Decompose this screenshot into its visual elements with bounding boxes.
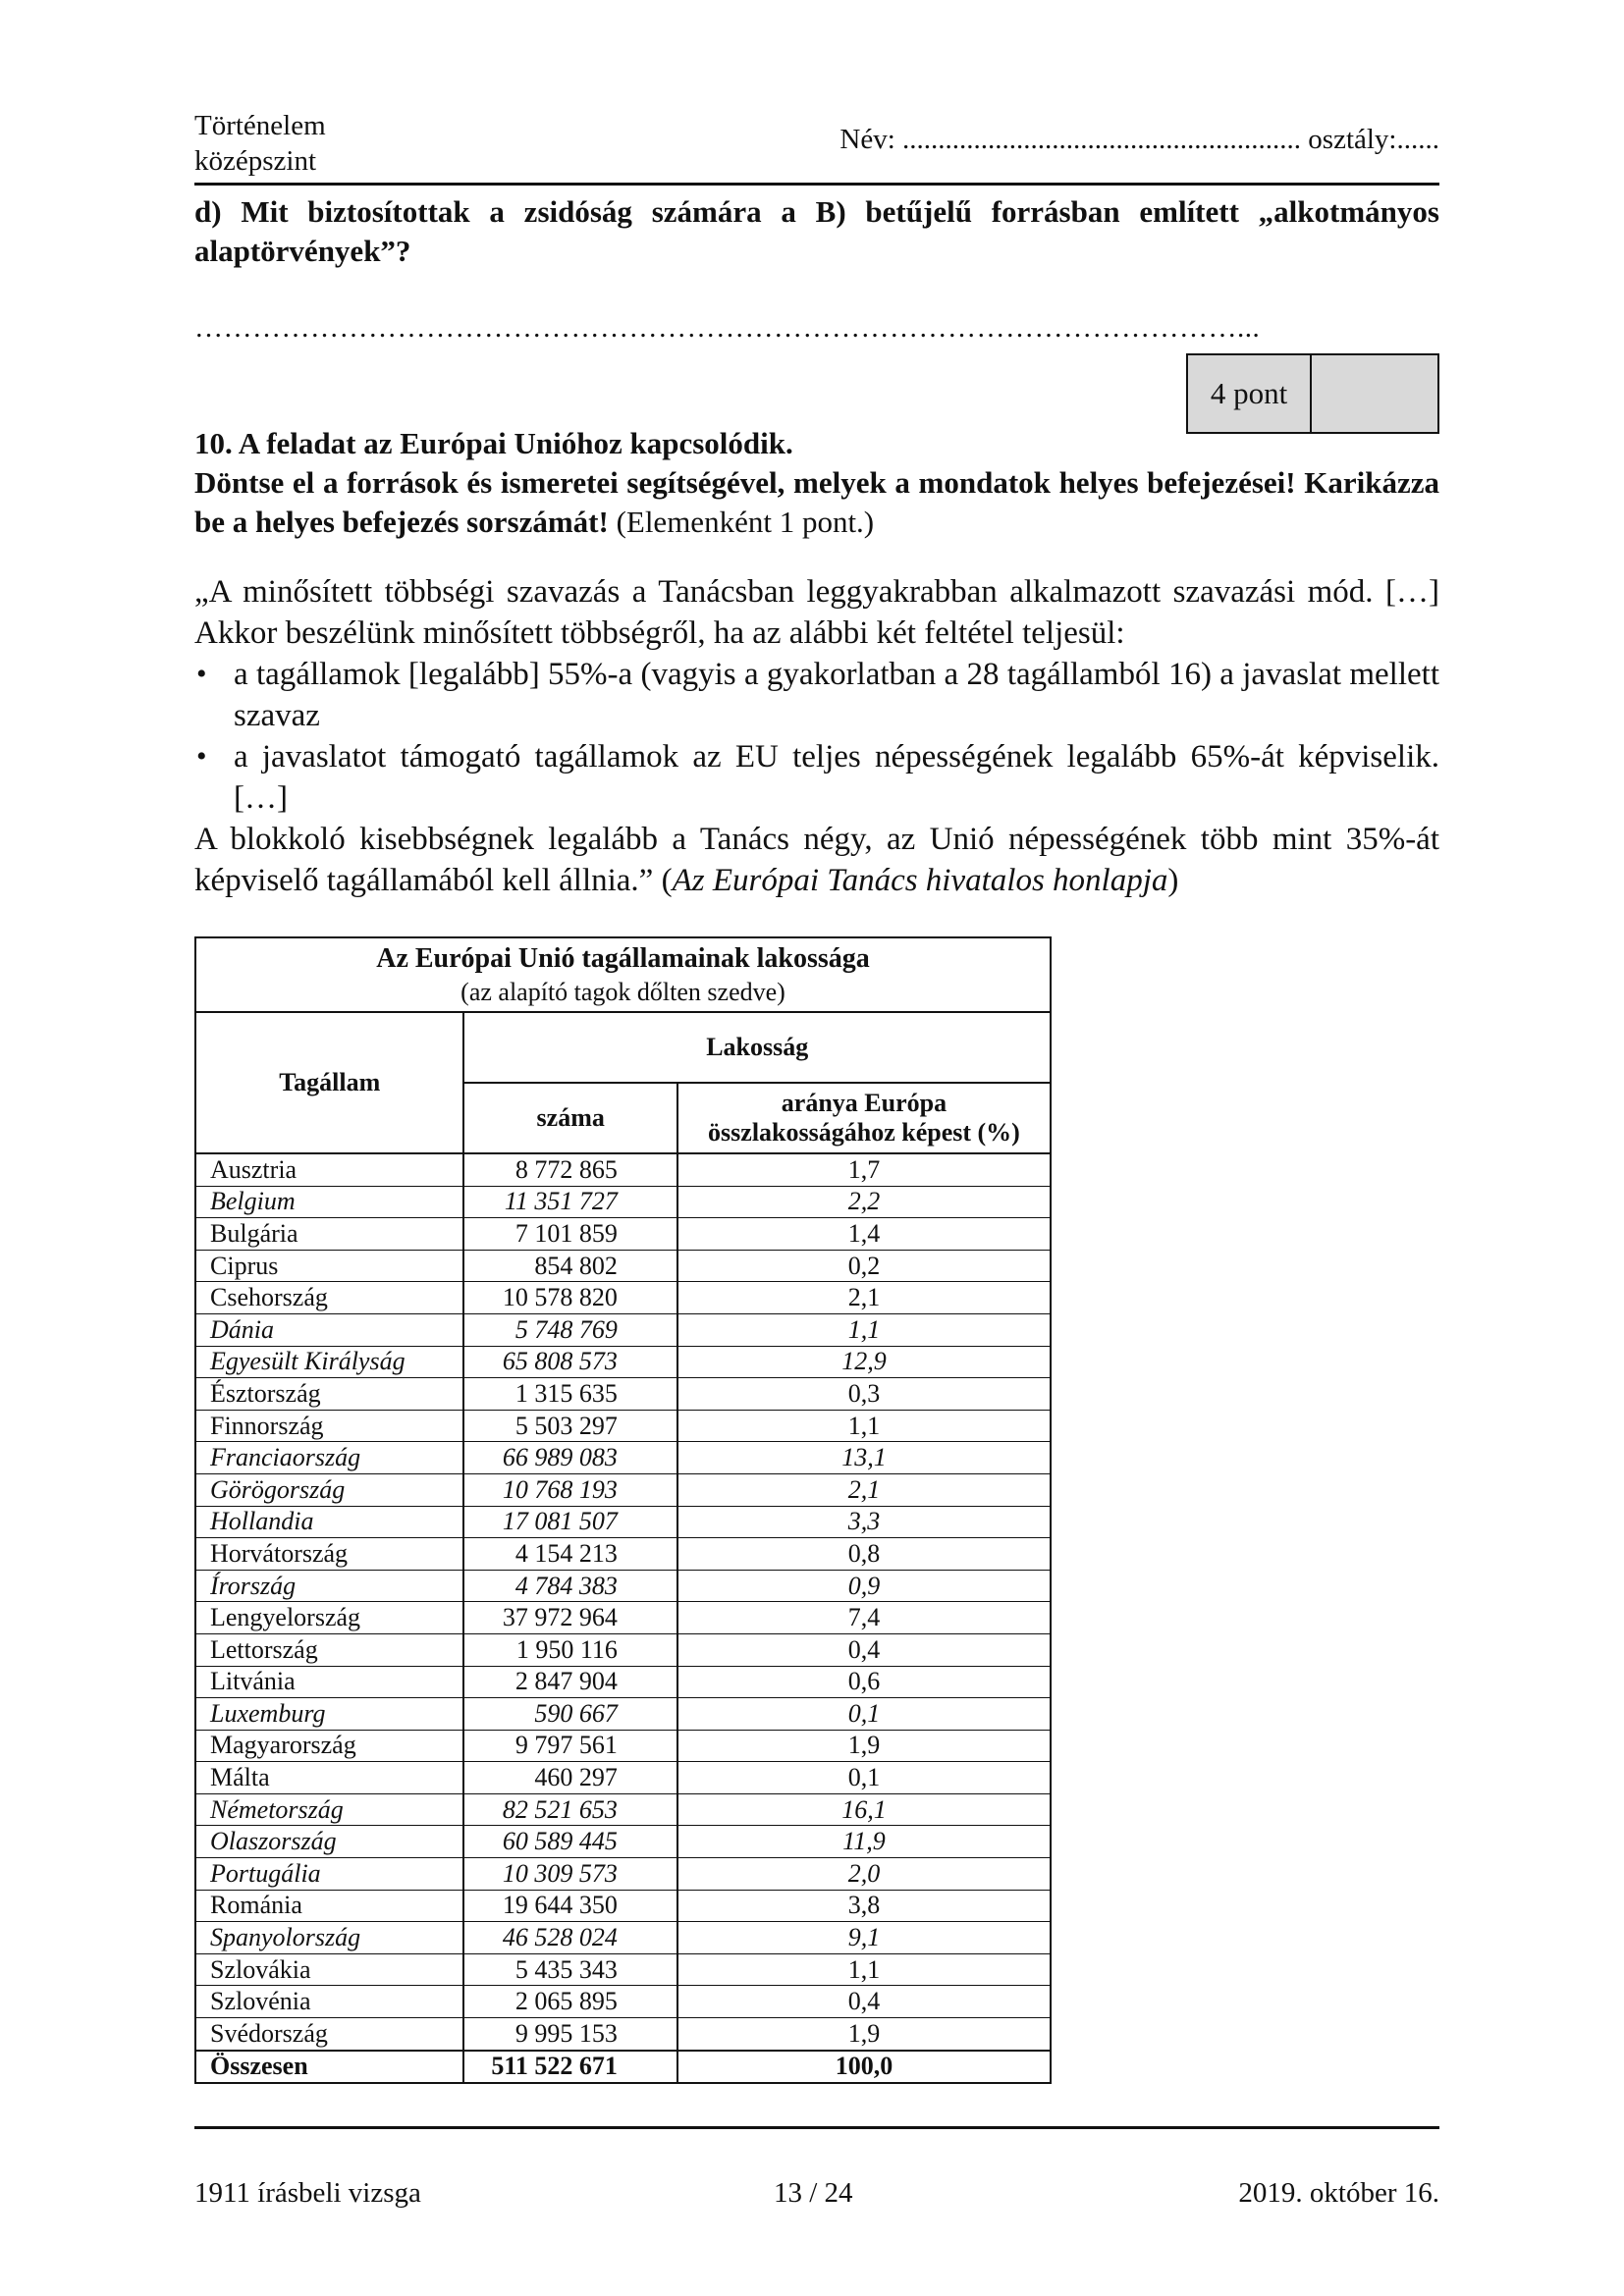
cell-share: 1,1	[677, 1953, 1051, 1986]
table-row	[195, 1282, 1051, 1314]
table-row	[195, 1538, 1051, 1571]
answer-line: ………………………………………………………………………………………………...	[194, 312, 1261, 344]
cell-share: 0,1	[677, 1698, 1051, 1731]
cell-share: 16,1	[677, 1793, 1051, 1826]
quote-bullets	[194, 654, 1439, 819]
cell-state: Csehország	[195, 1282, 463, 1314]
table-row	[195, 1218, 1051, 1251]
cell-state: Egyesült Királyság	[195, 1346, 463, 1378]
table-row	[195, 1762, 1051, 1794]
cell-count: 5 748 769	[463, 1313, 677, 1346]
cell-state: Litvánia	[195, 1666, 463, 1698]
cell-count: 10 768 193	[463, 1473, 677, 1506]
table-title: Az Európai Unió tagállamainak lakossága	[376, 943, 870, 974]
cell-state: Svédország	[195, 2018, 463, 2051]
task-10	[194, 424, 1439, 542]
cell-state: Olaszország	[195, 1826, 463, 1858]
table-row	[195, 1793, 1051, 1826]
table-total-row	[195, 2051, 1051, 2083]
cell-share: 1,7	[677, 1153, 1051, 1186]
footer-rule	[194, 2126, 1439, 2129]
col-header-share	[677, 1083, 1051, 1153]
cell-state: Belgium	[195, 1186, 463, 1218]
cell-count: 9 995 153	[463, 2018, 677, 2051]
cell-state: Portugália	[195, 1858, 463, 1891]
cell-count: 1 315 635	[463, 1378, 677, 1411]
cell-count: 460 297	[463, 1762, 677, 1794]
cell-state: Írország	[195, 1570, 463, 1602]
cell-share: 12,9	[677, 1346, 1051, 1378]
col-header-share-line1: aránya Európa	[781, 1089, 947, 1117]
instruction-note: (Elemenként 1 pont.)	[608, 505, 875, 539]
table-row	[195, 1986, 1051, 2018]
cell-count: 5 435 343	[463, 1953, 677, 1986]
cell-state: Románia	[195, 1890, 463, 1922]
task-instruction	[194, 463, 1439, 542]
subject-label	[194, 108, 326, 179]
cell-count: 10 578 820	[463, 1282, 677, 1314]
cell-state: Németország	[195, 1793, 463, 1826]
table-row	[195, 1922, 1051, 1954]
cell-share: 1,1	[677, 1313, 1051, 1346]
table-row	[195, 1378, 1051, 1411]
cell-share: 0,3	[677, 1378, 1051, 1411]
cell-share: 1,9	[677, 2018, 1051, 2051]
population-table	[194, 936, 1052, 2084]
cell-count: 5 503 297	[463, 1410, 677, 1442]
subject-name: Történelem	[194, 110, 326, 141]
cell-state: Lettország	[195, 1633, 463, 1666]
cell-count: 9 797 561	[463, 1730, 677, 1762]
points-box	[1186, 353, 1439, 434]
cell-state: Görögország	[195, 1473, 463, 1506]
cell-state: Észtország	[195, 1378, 463, 1411]
table-body	[195, 1153, 1051, 2051]
cell-count: 2 847 904	[463, 1666, 677, 1698]
cell-share: 0,8	[677, 1538, 1051, 1571]
col-header-population: Lakosság	[463, 1012, 1051, 1083]
table-row	[195, 1410, 1051, 1442]
quote-outro	[194, 819, 1439, 901]
table-row	[195, 1890, 1051, 1922]
cell-state: Bulgária	[195, 1218, 463, 1251]
table-row	[195, 1153, 1051, 1186]
table-row	[195, 1346, 1051, 1378]
cell-share: 13,1	[677, 1442, 1051, 1474]
cell-count: 46 528 024	[463, 1922, 677, 1954]
cell-share: 0,9	[677, 1570, 1051, 1602]
instruction-bold: Döntse el a források és ismeretei segítségével, melyek a mondatok helyes befejezései! Karikázza be a helyes befejezés sorszámát!	[194, 465, 1439, 539]
table-row	[195, 1186, 1051, 1218]
quote-outro-text: A blokkoló kisebbségnek legalább a Tanács négy, az Unió népességének több mint 35%-át képviselő tagállamából kell állnia.” (	[194, 822, 1439, 898]
cell-count: 82 521 653	[463, 1793, 677, 1826]
table-row	[195, 1730, 1051, 1762]
points-label: 4 pont	[1188, 355, 1312, 432]
cell-state: Dánia	[195, 1313, 463, 1346]
cell-share: 0,2	[677, 1250, 1051, 1282]
total-label: Összesen	[195, 2051, 463, 2083]
total-share: 100,0	[677, 2051, 1051, 2083]
cell-count: 10 309 573	[463, 1858, 677, 1891]
table-caption	[195, 937, 1051, 1012]
question-d: d) Mit biztosítottak a zsidóság számára a B) betűjelű forrásban említett „alkotmányos alaptörvények”?	[194, 194, 1439, 268]
cell-count: 37 972 964	[463, 1602, 677, 1634]
quote-source: Az Európai Tanács hivatalos honlapja	[672, 863, 1168, 898]
cell-share: 3,8	[677, 1890, 1051, 1922]
cell-count: 4 784 383	[463, 1570, 677, 1602]
points-score-field	[1312, 355, 1437, 432]
subject-level: középszint	[194, 145, 317, 177]
cell-share: 0,4	[677, 1633, 1051, 1666]
footer-exam: 1911 írásbeli vizsga	[194, 2177, 421, 2209]
table-row	[195, 1666, 1051, 1698]
quote-bullet: • a javaslatot támogató tagállamok az EU teljes népességének legalább 65%-át képviselik. […]	[194, 736, 1439, 819]
table-row	[195, 1633, 1051, 1666]
table-row	[195, 1313, 1051, 1346]
table-row	[195, 1698, 1051, 1731]
table-row	[195, 1602, 1051, 1634]
cell-state: Finnország	[195, 1410, 463, 1442]
cell-state: Szlovénia	[195, 1986, 463, 2018]
cell-share: 0,4	[677, 1986, 1051, 2018]
total-count: 511 522 671	[463, 2051, 677, 2083]
table-row	[195, 1506, 1051, 1538]
footer-date: 2019. október 16.	[1238, 2177, 1439, 2209]
quote-intro: „A minősített többségi szavazás a Tanácsban leggyakrabban alkalmazott szavazási mód. […] Akkor beszélünk minősített többségről, ha az alábbi két feltétel teljesül:	[194, 574, 1439, 651]
cell-state: Ausztria	[195, 1153, 463, 1186]
cell-share: 9,1	[677, 1922, 1051, 1954]
cell-count: 2 065 895	[463, 1986, 677, 2018]
cell-share: 0,1	[677, 1762, 1051, 1794]
cell-share: 2,1	[677, 1473, 1051, 1506]
table-row	[195, 2018, 1051, 2051]
cell-share: 3,3	[677, 1506, 1051, 1538]
cell-count: 19 644 350	[463, 1890, 677, 1922]
cell-state: Ciprus	[195, 1250, 463, 1282]
cell-state: Franciaország	[195, 1442, 463, 1474]
cell-state: Málta	[195, 1762, 463, 1794]
cell-share: 1,9	[677, 1730, 1051, 1762]
cell-count: 7 101 859	[463, 1218, 677, 1251]
cell-share: 0,6	[677, 1666, 1051, 1698]
table-row	[195, 1473, 1051, 1506]
cell-share: 2,1	[677, 1282, 1051, 1314]
table-row	[195, 1442, 1051, 1474]
cell-share: 7,4	[677, 1602, 1051, 1634]
table-row	[195, 1250, 1051, 1282]
name-class-field: Név: ........................................................ osztály:......	[839, 124, 1439, 155]
table-row	[195, 1953, 1051, 1986]
cell-state: Luxemburg	[195, 1698, 463, 1731]
table-subtitle: (az alapító tagok dőlten szedve)	[460, 978, 785, 1006]
cell-count: 8 772 865	[463, 1153, 677, 1186]
cell-state: Hollandia	[195, 1506, 463, 1538]
table-row	[195, 1826, 1051, 1858]
cell-share: 1,4	[677, 1218, 1051, 1251]
cell-count: 60 589 445	[463, 1826, 677, 1858]
footer-page-number: 13 / 24	[774, 2177, 853, 2209]
cell-count: 65 808 573	[463, 1346, 677, 1378]
cell-share: 11,9	[677, 1826, 1051, 1858]
cell-count: 17 081 507	[463, 1506, 677, 1538]
col-header-count: száma	[463, 1083, 677, 1153]
source-quote	[194, 571, 1439, 901]
cell-state: Spanyolország	[195, 1922, 463, 1954]
quote-close: )	[1167, 863, 1179, 898]
cell-count: 66 989 083	[463, 1442, 677, 1474]
cell-count: 854 802	[463, 1250, 677, 1282]
table-row	[195, 1858, 1051, 1891]
table-row	[195, 1570, 1051, 1602]
cell-state: Lengyelország	[195, 1602, 463, 1634]
col-header-share-line2: összlakosságához képest (%)	[708, 1118, 1020, 1147]
cell-state: Magyarország	[195, 1730, 463, 1762]
task-title: 10. A feladat az Európai Unióhoz kapcsolódik.	[194, 426, 793, 460]
cell-count: 11 351 727	[463, 1186, 677, 1218]
page-header	[194, 108, 1439, 186]
cell-share: 1,1	[677, 1410, 1051, 1442]
cell-share: 2,0	[677, 1858, 1051, 1891]
cell-count: 4 154 213	[463, 1538, 677, 1571]
cell-count: 1 950 116	[463, 1633, 677, 1666]
cell-state: Szlovákia	[195, 1953, 463, 1986]
cell-state: Horvátország	[195, 1538, 463, 1571]
quote-bullet: • a tagállamok [legalább] 55%-a (vagyis a gyakorlatban a 28 tagállamból 16) a javaslat mellett szavaz	[194, 654, 1439, 736]
cell-count: 590 667	[463, 1698, 677, 1731]
cell-share: 2,2	[677, 1186, 1051, 1218]
col-header-state: Tagállam	[195, 1012, 463, 1153]
